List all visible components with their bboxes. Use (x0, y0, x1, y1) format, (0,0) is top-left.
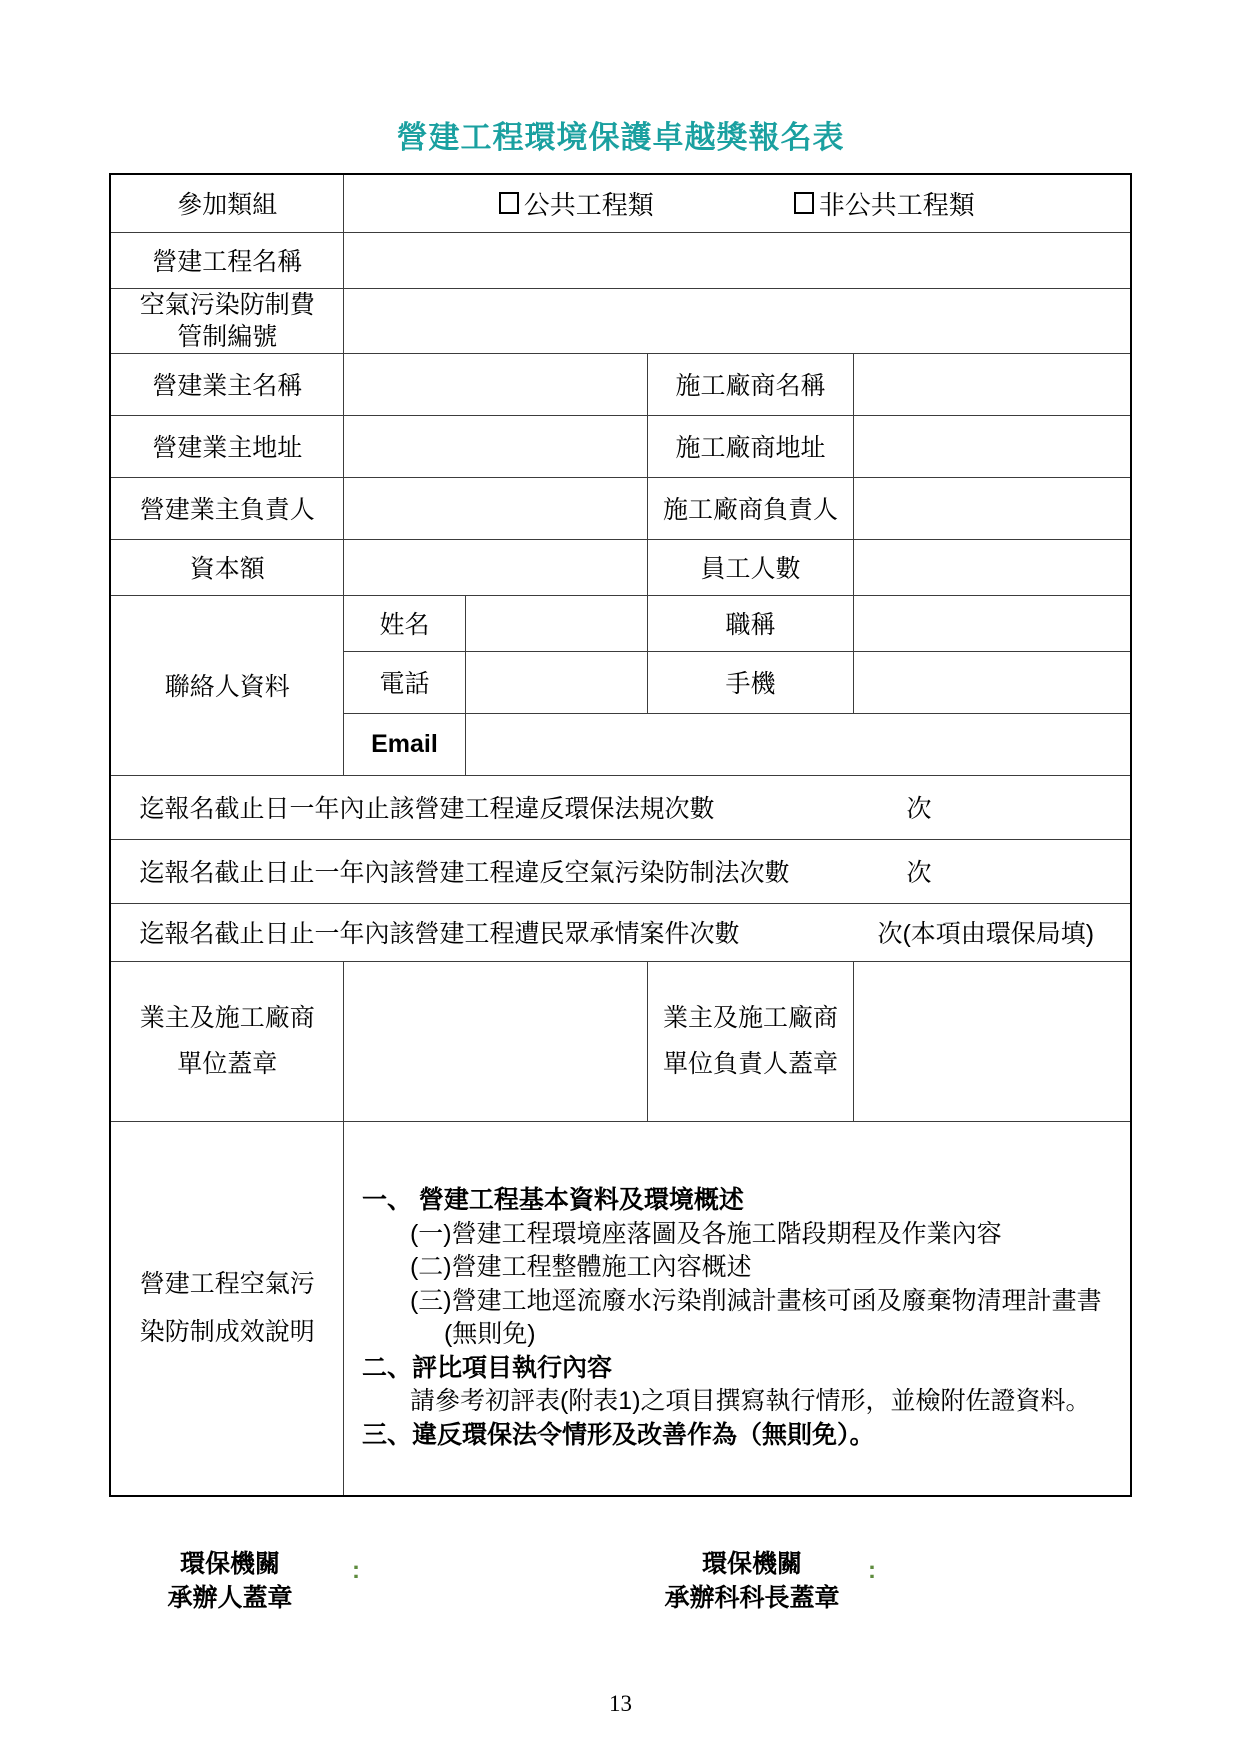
violation-air-cell (110, 839, 1130, 903)
contact-mobile-input[interactable] (853, 651, 1130, 713)
epa-chief-seal-label: 環保機關 承辦科科長蓋章 (664, 1550, 840, 1612)
violation-air-text: 迄報名截止日止一年內該營建工程違反空氣污染防制法次數 (139, 859, 790, 887)
row-category (110, 174, 1130, 232)
owner-principal-label: 營建業主負責人 (110, 477, 343, 539)
violation-env-text: 迄報名截止日一年內止該營建工程違反環保法規次數 (139, 795, 715, 823)
contractor-name-label: 施工廠商名稱 (647, 353, 853, 415)
owner-principal-input[interactable] (343, 477, 647, 539)
owner-address-label: 營建業主地址 (110, 415, 343, 477)
signature-footer (0, 1547, 1241, 1652)
page-number: 13 (609, 1691, 632, 1716)
violation-air-count-suffix: 次 (906, 859, 932, 887)
description-content (343, 1121, 1130, 1496)
epa-chief-seal-colon: : (868, 1557, 876, 1584)
owner-name-label: 營建業主名稱 (110, 353, 343, 415)
category-options-cell (343, 174, 1130, 232)
epa-officer-seal-colon: : (352, 1557, 360, 1584)
employees-input[interactable] (853, 539, 1130, 595)
contact-mobile-label: 手機 (647, 651, 853, 713)
contractor-name-input[interactable] (853, 353, 1130, 415)
row-owner-principal (110, 477, 1130, 539)
project-name-input[interactable] (343, 232, 1130, 288)
contractor-address-input[interactable] (853, 415, 1130, 477)
contact-label: 聯絡人資料 (110, 595, 343, 775)
contact-email-input[interactable] (465, 713, 1130, 775)
row-description (110, 1121, 1130, 1496)
desc-item-2a: 請參考初評表(附表1)之項目撰寫執行情形，並檢附佐證資料。 (409, 1387, 1091, 1416)
desc-item-1c: (三)營建工地逕流廢水污染削減計畫核可函及廢棄物清理計畫書(無則免) (409, 1286, 1102, 1349)
owner-address-input[interactable] (343, 415, 647, 477)
principal-seal-area[interactable] (853, 961, 1130, 1121)
row-contact-name (110, 595, 1130, 651)
option-public-works-label: 公共工程類 (523, 189, 654, 220)
desc-item-1: 一、 營建工程基本資料及環境概述 (361, 1186, 744, 1215)
contractor-principal-label: 施工廠商負責人 (647, 477, 853, 539)
capital-label: 資本額 (110, 539, 343, 595)
apc-fee-label: 空氣污染防制費 管制編號 (110, 288, 343, 353)
contractor-address-label: 施工廠商地址 (647, 415, 853, 477)
violation-env-cell (110, 775, 1130, 839)
contact-title-input[interactable] (853, 595, 1130, 651)
contact-name-label: 姓名 (343, 595, 465, 651)
row-owner-address (110, 415, 1130, 477)
row-violation-petition (110, 903, 1130, 961)
apc-fee-input[interactable] (343, 288, 1130, 353)
description-label: 營建工程空氣污 染防制成效說明 (110, 1121, 343, 1496)
contact-name-input[interactable] (465, 595, 647, 651)
checkbox-non-public-works[interactable] (794, 192, 814, 214)
owner-name-input[interactable] (343, 353, 647, 415)
row-violation-air (110, 839, 1130, 903)
desc-item-1b: (二)營建工程整體施工內容概述 (409, 1253, 752, 1282)
contact-phone-input[interactable] (465, 651, 647, 713)
row-seals (110, 961, 1130, 1121)
row-apc-fee (110, 288, 1130, 353)
checkbox-public-works[interactable] (499, 192, 519, 214)
contact-phone-label: 電話 (343, 651, 465, 713)
option-non-public-works-label: 非公共工程類 (818, 189, 975, 220)
category-label: 參加類組 (110, 174, 343, 232)
registration-form-table (109, 173, 1131, 1497)
contact-title-label: 職稱 (647, 595, 853, 651)
principal-seal-label: 業主及施工廠商 單位負責人蓋章 (647, 961, 853, 1121)
option-public-works (499, 185, 654, 222)
row-owner-name (110, 353, 1130, 415)
desc-item-3: 三、違反環保法令情形及改善作為（無則免）。 (361, 1420, 875, 1449)
violation-petition-cell (110, 903, 1130, 961)
row-capital (110, 539, 1130, 595)
contractor-principal-input[interactable] (853, 477, 1130, 539)
page-title: 營建工程環境保護卓越獎報名表 (396, 120, 845, 155)
option-non-public-works (794, 185, 975, 222)
contact-email-label: Email (343, 713, 465, 775)
desc-item-1a: (一)營建工程環境座落圖及各施工階段期程及作業內容 (409, 1219, 1002, 1248)
epa-officer-seal-label: 環保機關 承辦人蓋章 (167, 1550, 293, 1612)
project-name-label: 營建工程名稱 (110, 232, 343, 288)
row-violation-env (110, 775, 1130, 839)
violation-petition-count-suffix: 次(本項由環保局填) (877, 920, 1095, 948)
unit-seal-label: 業主及施工廠商 單位蓋章 (110, 961, 343, 1121)
violation-petition-text: 迄報名截止日止一年內該營建工程遭民眾承情案件次數 (139, 920, 740, 948)
desc-item-2: 二、評比項目執行內容 (361, 1353, 612, 1382)
row-project-name (110, 232, 1130, 288)
unit-seal-area[interactable] (343, 961, 647, 1121)
capital-input[interactable] (343, 539, 647, 595)
violation-env-count-suffix: 次 (906, 795, 932, 823)
employees-label: 員工人數 (647, 539, 853, 595)
